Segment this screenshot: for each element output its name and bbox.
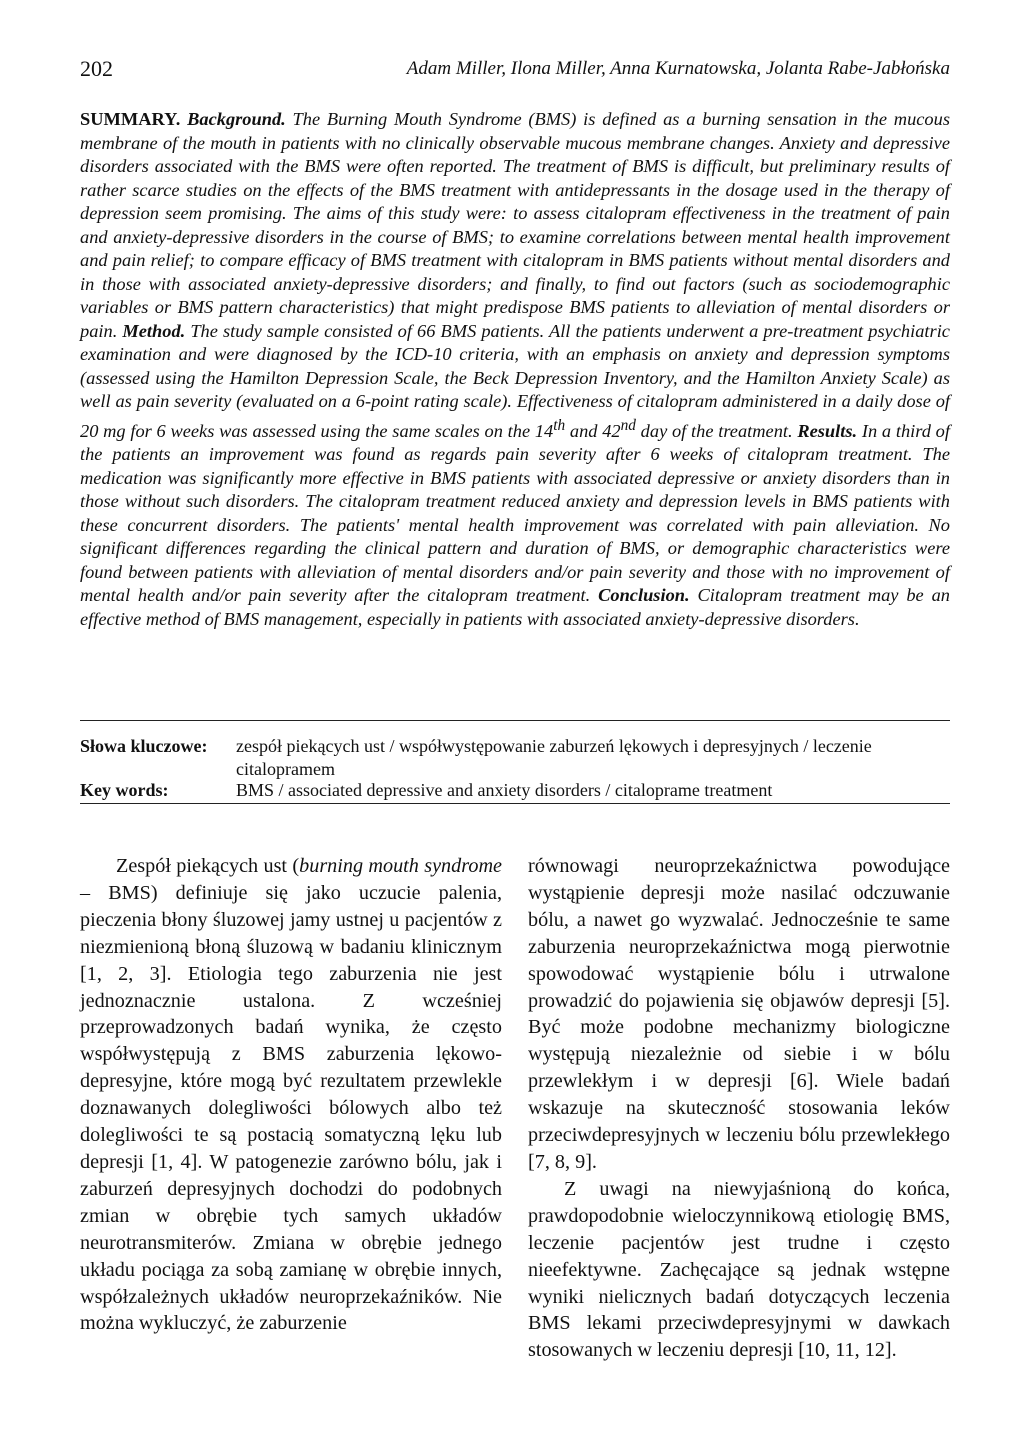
background-label: Background. <box>187 109 286 129</box>
body-column-right <box>528 853 950 1364</box>
method-label: Method. <box>122 320 186 341</box>
running-authors: Adam Miller, Ilona Miller, Anna Kurnatowska, Jolanta Rabe-Jabłońska <box>406 58 950 79</box>
summary-abstract <box>80 108 950 631</box>
body-paragraph-1: Zespół piekących ust (burning mouth syndrome – BMS) definiuje się jako uczucie palenia, pieczenia błony śluzowej jamy ustnej u pacjentów z niezmienioną błoną śluzową w badaniu klinicznym [1, 2, 3]. Etiologia tego zaburzenia nie jest jednoznacznie ustalona. Z wcześniej przeprowadzonych badań wynika, że często współwystępują z BMS zaburzenia lękowo-depresyjne, które mogą być rezultatem przewlekle doznawanych dolegliwości bólowych albo też dolegliwości te są postacią somatyczną lęku lub depresji [1, 4]. W patogenezie zarówno bólu, jak i zaburzeń depresyjnych dochodzi do podobnych zmian w obrębie tych samych układów neurotransmiterów. Zmiana w obrębie jednego układu pociąga za sobą zamianę w obrębie innych, współzależnych układów neuroprzekaźników. Nie można wykluczyć, że zaburzenie <box>80 855 502 1335</box>
body-paragraph-2: Z uwagi na niewyjaśnioną do końca, prawdopodobnie wieloczynnikową etiologię BMS, leczenie pacjentów jest trudne i często nieefektywne. Zachęcające są jednak wstępne wyniki nielicznych badań dotyczących leczenia BMS lekami przeciwdepresyjnymi w dawkach stosowanych w leczeniu depresji [10, 11, 12]. <box>528 1177 950 1362</box>
keywords-polish-label: Słowa kluczowe: <box>80 736 208 756</box>
background-text: The Burning Mouth Syndrome (BMS) is defined as a burning sensation in the mucous membrane of the mouth in patients with no clinically observable mucous membrane changes. Anxiety and depressive disorders associated with the BMS were often reported. The treatment of BMS is difficult, but preliminary results of rather scarce studies on the effects of the BMS treatment with antidepressants in the dosage used in the therapy of depression seem promising. The aims of this study were: to assess citalopram effectiveness in the treatment of pain and anxiety-depressive disorders in the course of BMS; to examine correlations between mental health improvement and pain relief; to compare efficacy of BMS treatment with citalopram in BMS patients without mental disorders and in those with associated anxiety-depressive disorders; and finally, to find out factors (such as sociodemographic variables or BMS pattern characteristics) that might predispose BMS patients to alleviation of mental disorders or pain. <box>80 109 950 341</box>
method-text: The study sample consisted of 66 BMS patients. All the patients underwent a pre-treatment psychiatric examination and were diagnosed by the ICD-10 criteria, with an emphasis on anxiety and depression symptoms (assessed using the Hamilton Depression Scale, the Beck Depression Inventory, and the Hamilton Anxiety Scale) as well as pain severity (evaluated on a 6-point rating scale). Effectiveness of citalopram administered in a daily dose of 20 mg for 6 weeks was assessed using the same scales on the 14th and 42nd day of the treatment. <box>80 320 950 441</box>
keywords-bottom-rule <box>80 803 950 804</box>
keywords-english <box>80 779 950 803</box>
running-header <box>80 56 950 86</box>
keywords-polish <box>80 735 950 781</box>
page-number: 202 <box>80 56 113 81</box>
summary-label: SUMMARY. <box>80 109 181 129</box>
results-text: In a third of the patients an improvement was found as regards pain severity after 6 weeks of citalopram treatment. The medication was significantly more effective in BMS patients with associated depressive or anxiety disorders than in those without such disorders. The citalopram treatment reduced anxiety and depression levels in BMS patients with these concurrent disorders. The patients' mental health improvement was correlated with pain alleviation. No significant differences regarding the clinical pattern and duration of BMS, or demographic characteristics were found between patients with alleviation of mental disorders and/or pain severity and those with no improvement of mental health and/or pain severity after the citalopram treatment. <box>80 420 950 606</box>
keywords-english-label: Key words: <box>80 780 169 800</box>
keywords-english-text: BMS / associated depressive and anxiety disorders / citaloprame treatment <box>236 780 773 800</box>
conclusion-text: Citalopram treatment may be an effective method of BMS management, especially in patients with associated anxiety-depressive disorders. <box>80 585 950 629</box>
keywords-top-rule <box>80 720 950 721</box>
keywords-polish-text: zespół piekących ust / współwystępowanie zaburzeń lękowych i depresyjnych / leczenie citalopramem <box>236 736 872 779</box>
body-paragraph-1-continued: równowagi neuroprzekaźnictwa powodujące wystąpienie depresji może nasilać odczuwanie bólu, a nawet go wyzwalać. Jednocześnie te same zaburzenia neuroprzekaźnictwa mogą pierwotnie spowodować wystąpienie bólu i utrwalone prowadzić do pojawienia się objawów depresji [5]. Być może podobne mechanizmy biologiczne występują niezależnie od siebie i w bólu przewlekłym i w depresji [6]. Wiele badań wskazuje na skuteczność stosowania leków przeciwdepresyjnych w leczeniu bólu przewlekłego [7, 8, 9]. <box>528 855 950 1173</box>
body-column-left <box>80 853 502 1337</box>
conclusion-label: Conclusion. <box>598 585 690 606</box>
results-label: Results. <box>797 420 858 441</box>
